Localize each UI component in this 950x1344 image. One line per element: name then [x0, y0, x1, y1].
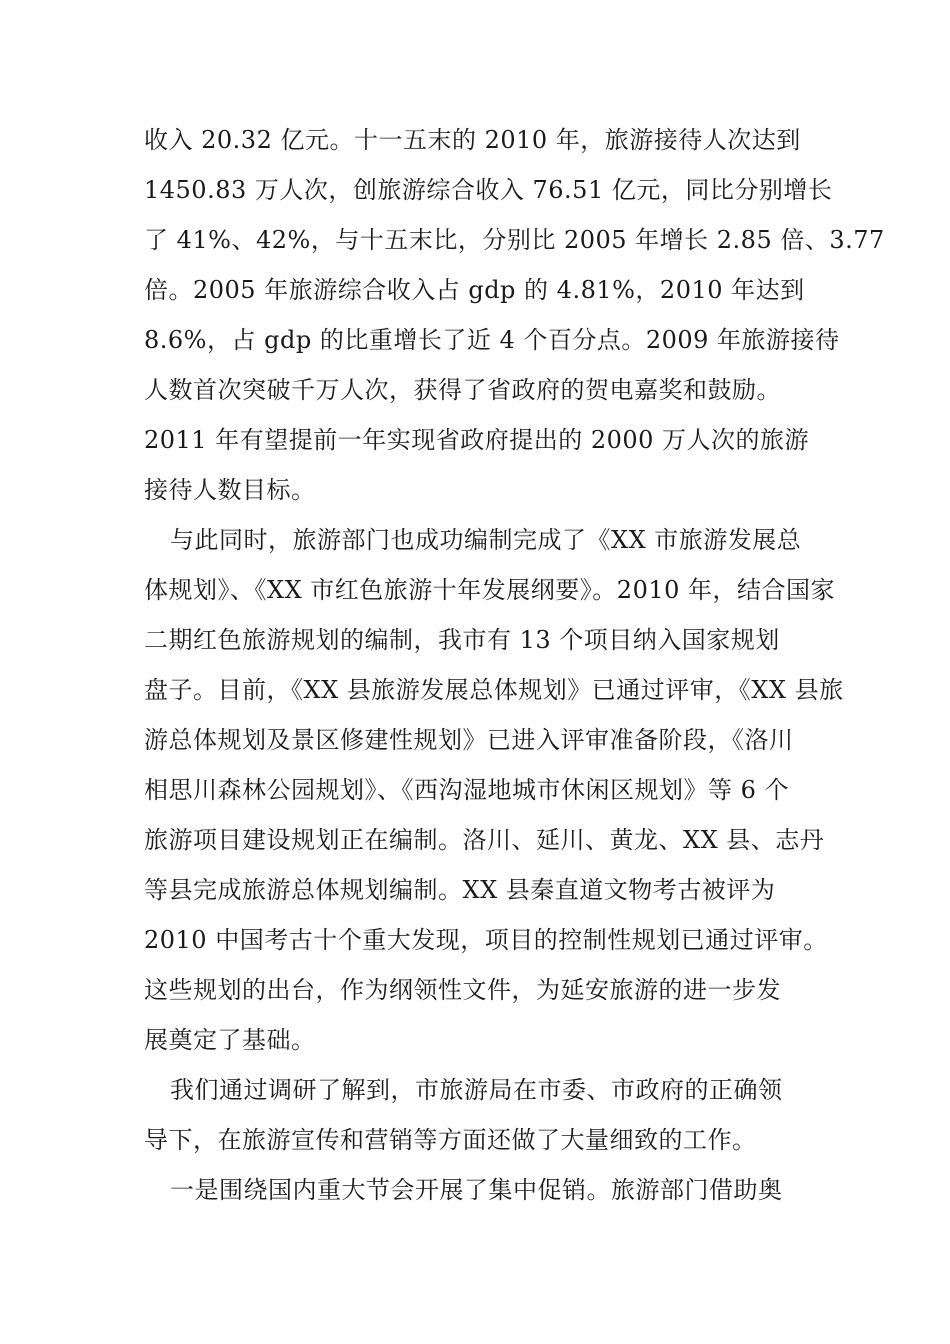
- paragraph-1-line-5: 8.6%，占 gdp 的比重增长了近 4 个百分点。2009 年旅游接待: [144, 326, 840, 354]
- paragraph-1-line-3: 了 41%、42%，与十五末比，分别比 2005 年增长 2.85 倍、3.77: [144, 226, 885, 254]
- paragraph-1-line-6: 人数首次突破千万人次，获得了省政府的贺电嘉奖和鼓励。: [144, 376, 781, 404]
- paragraph-2-line-4: 盘子。目前，《XX 县旅游发展总体规划》已通过评审，《XX 县旅: [144, 676, 844, 704]
- paragraph-3-line-1: 我们通过调研了解到，市旅游局在市委、市政府的正确领: [170, 1076, 783, 1104]
- paragraph-1-line-1: 收入 20.32 亿元。十一五末的 2010 年，旅游接待人次达到: [144, 126, 801, 154]
- paragraph-2-line-10: 这些规划的出台，作为纲领性文件，为延安旅游的进一步发: [144, 976, 781, 1004]
- paragraph-3-line-2: 导下，在旅游宣传和营销等方面还做了大量细致的工作。: [144, 1126, 757, 1154]
- paragraph-2-line-6: 相思川森林公园规划》、《西沟湿地城市休闲区规划》等 6 个: [144, 776, 790, 804]
- paragraph-1-line-7: 2011 年有望提前一年实现省政府提出的 2000 万人次的旅游: [144, 426, 810, 454]
- paragraph-2-line-7: 旅游项目建设规划正在编制。洛川、延川、黄龙、XX 县、志丹: [144, 826, 825, 854]
- paragraph-2-line-8: 等县完成旅游总体规划编制。XX 县秦直道文物考古被评为: [144, 876, 776, 904]
- paragraph-2-line-9: 2010 中国考古十个重大发现，项目的控制性规划已通过评审。: [144, 926, 828, 954]
- paragraph-1-line-4: 倍。2005 年旅游综合收入占 gdp 的 4.81%，2010 年达到: [144, 276, 805, 304]
- paragraph-2-line-5: 游总体规划及景区修建性规划》已进入评审准备阶段，《洛川: [144, 726, 794, 754]
- paragraph-2-line-1: 与此同时，旅游部门也成功编制完成了《XX 市旅游发展总: [170, 526, 802, 554]
- paragraph-1-line-2: 1450.83 万人次，创旅游综合收入 76.51 亿元，同比分别增长: [144, 176, 833, 204]
- paragraph-2-line-11: 展奠定了基础。: [144, 1026, 316, 1054]
- paragraph-4-line-1: 一是围绕国内重大节会开展了集中促销。旅游部门借助奥: [170, 1176, 783, 1204]
- paragraph-2-line-2: 体规划》、《XX 市红色旅游十年发展纲要》。2010 年，结合国家: [144, 576, 836, 604]
- paragraph-2-line-3: 二期红色旅游规划的编制，我市有 13 个项目纳入国家规划: [144, 626, 780, 654]
- paragraph-1-line-8: 接待人数目标。: [144, 476, 316, 504]
